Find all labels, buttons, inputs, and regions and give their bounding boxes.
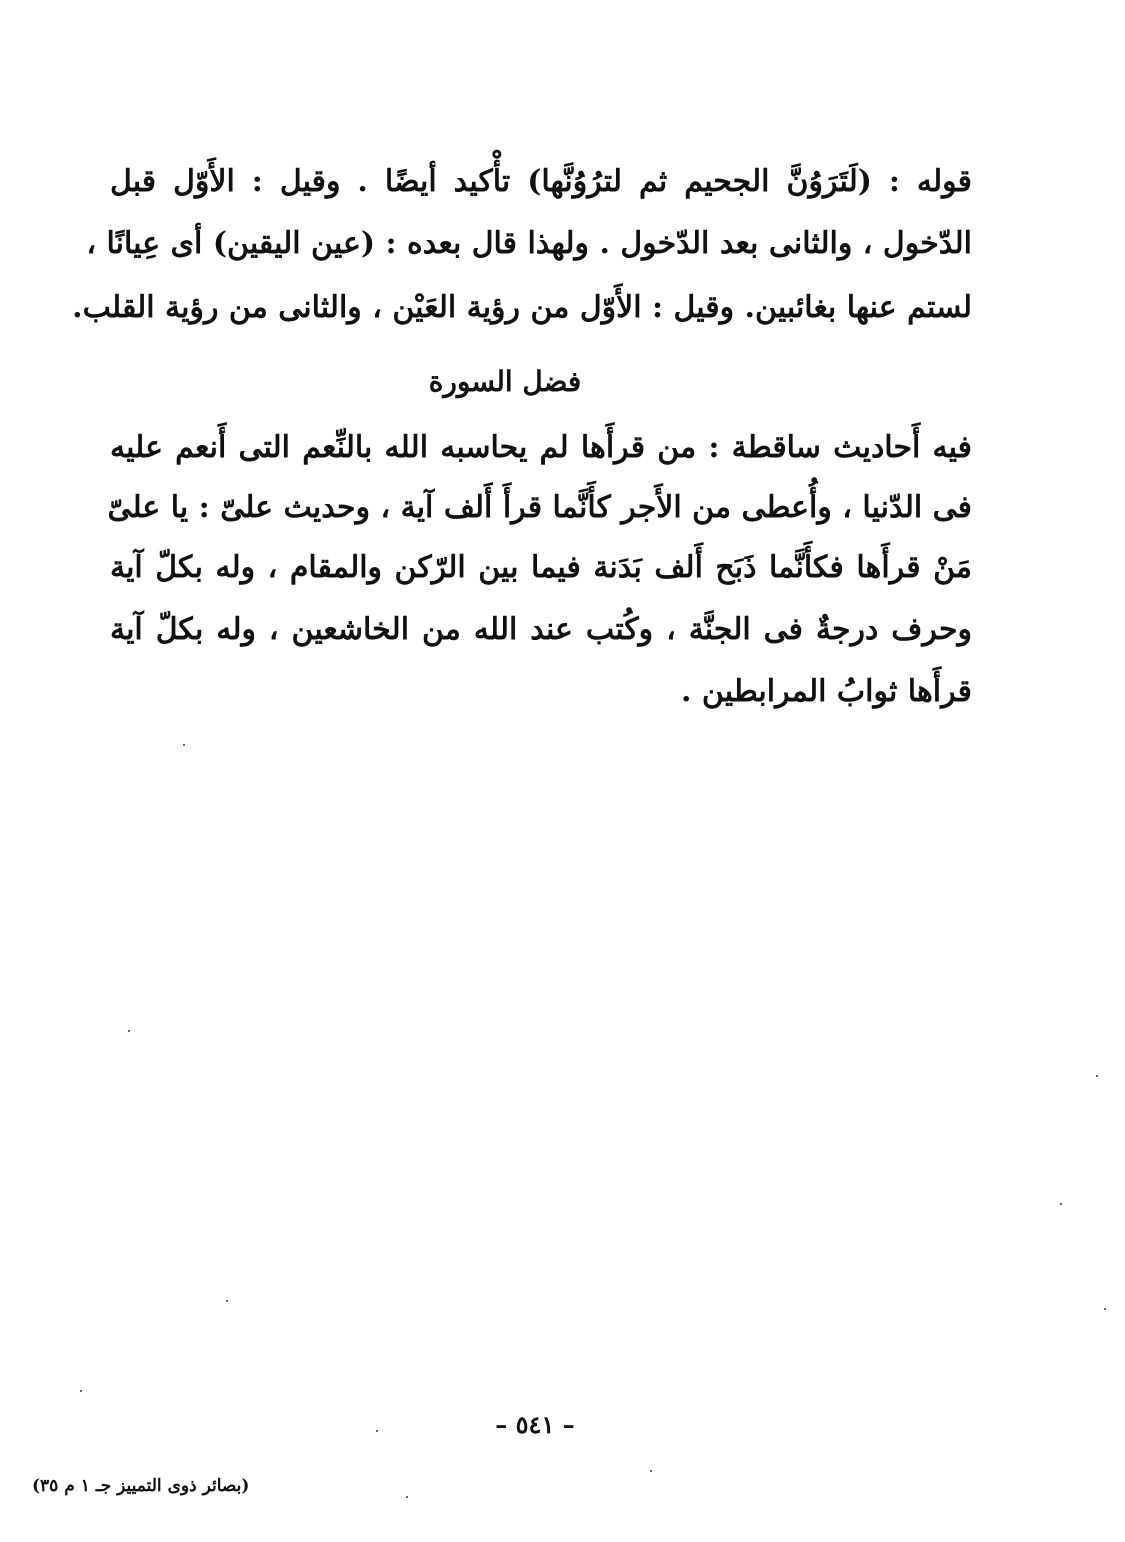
- section-heading: فضل السورة: [428, 365, 582, 398]
- footer-signature-note: (بصائر ذوى التمييز جـ ١ م ٣٥): [32, 1476, 250, 1496]
- scan-speck: [80, 1390, 82, 1392]
- page-number: – ٥٤١ –: [495, 1410, 575, 1439]
- paragraph2-line-5: قرأَها ثوابُ المرابطين .: [681, 674, 972, 709]
- scan-speck: [376, 1430, 378, 1432]
- scan-speck: [226, 1300, 228, 1302]
- paragraph2-line-3: مَنْ قرأَها فكأَنَّما ذَبَح أَلف بَدَنة فيما بين الرّكن والمقام ، وله بكلّ آية: [110, 550, 972, 585]
- scan-speck: [1060, 1203, 1062, 1205]
- paragraph2-line-4: وحرف درجةٌ فى الجنَّة ، وكُتب عند الله من الخاشعين ، وله بكلّ آية: [110, 612, 972, 647]
- paragraph1-line-1: قوله : (لَتَرَوُنَّ الجحيم ثم لترُوُنَّها) تأْكيد أيضًا . وقيل : الأَوّل قبل: [110, 164, 972, 199]
- scan-speck: [183, 744, 185, 746]
- scan-speck: [1096, 1075, 1098, 1077]
- paragraph1-line-2: الدّخول ، والثانى بعد الدّخول . ولهذا قال بعده : (عين اليقين) أى عِيانًا ،: [86, 226, 972, 261]
- scan-speck: [406, 1496, 408, 1498]
- paragraph2-line-2: فى الدّنيا ، وأُعطى من الأَجر كأَنَّما قرأَ أَلف آية ، وحديث علىّ : يا علىّ: [107, 490, 972, 525]
- scan-speck: [128, 1030, 130, 1032]
- scan-speck: [650, 1470, 652, 1472]
- paragraph1-line-3: لستم عنها بغائبين. وقيل : الأَوّل من رؤية العَيْن ، والثانى من رؤية القلب.: [72, 290, 972, 325]
- paragraph2-line-1: فيه أَحاديث ساقطة : من قرأَها لم يحاسبه الله بالنِّعم التى أَنعم عليه: [110, 430, 972, 465]
- scan-speck: [1104, 1308, 1106, 1310]
